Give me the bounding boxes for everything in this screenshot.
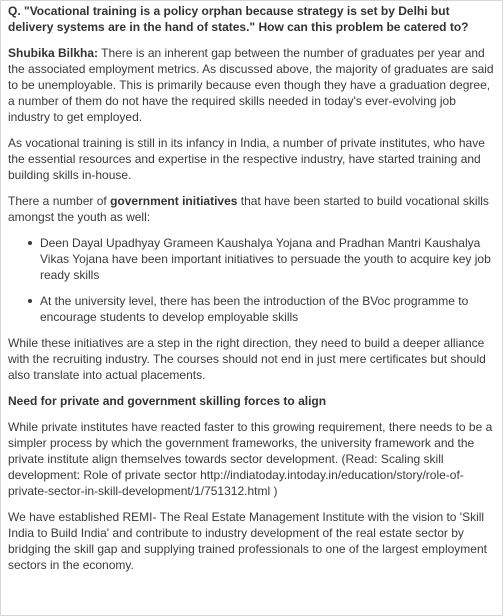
initiatives-text-before: There a number of	[8, 194, 111, 208]
initiatives-paragraph	[8, 193, 494, 225]
initiatives-bold-term: government initiatives	[110, 194, 238, 208]
article-body	[1, 1, 502, 573]
list-item-text: At the university level, there has been the introduction of the BVoc programme to encourage students to develop employable skills	[40, 294, 469, 324]
initiatives-text-after: that have been started to build vocational skills amongst the youth as well:	[8, 194, 489, 224]
answer-intro-text: There is an inherent gap between the number of graduates per year and the associated employment metrics. As discussed above, the majority of graduates are said to be unemployable. This is primarily because even though they have a graduation degree, a number of them do not have the required skills needed in today's ever-evolving job industry to get employed.	[8, 46, 494, 124]
list-item	[28, 293, 494, 325]
initiatives-list	[8, 235, 494, 325]
alliance-paragraph: While these initiatives are a step in the right direction, they need to build a deeper alliance with the recruiting industry. The courses should not end in just mere certificates but should also translate into actual placements.	[8, 336, 486, 382]
private-institutes-paragraph: As vocational training is still in its infancy in India, a number of private institutes, who have the essential resources and expertise in the respective industry, have started training and building skills in-house.	[8, 136, 485, 182]
speaker-name: Shubika Bilkha:	[8, 46, 99, 60]
list-item-text: Deen Dayal Upadhyay Grameen Kaushalya Yojana and Pradhan Mantri Kaushalya Vikas Yojana have been important initiatives to persuade the youth to acquire key job ready skills	[40, 236, 491, 282]
interview-question: Q. "Vocational training is a policy orphan because strategy is set by Delhi but delivery systems are in the hand of states." How can this problem be catered to?	[8, 4, 469, 34]
bullet-icon	[28, 299, 32, 303]
section-heading: Need for private and government skilling forces to align	[8, 394, 327, 408]
answer-intro-paragraph	[8, 45, 494, 125]
remi-paragraph: We have established REMI- The Real Estate Management Institute with the vision to 'Skill India to Build India' and contribute to industry development of the real estate sector by bridging the skill gap and supplying trained professionals to one of the largest employment sectors in the economy.	[8, 510, 487, 572]
list-item	[28, 235, 494, 283]
frameworks-paragraph: While private institutes have reacted faster to this growing requirement, there needs to be a simpler process by which the government frameworks, the university framework and the private institute align themselves towards sector development. (Read: Scaling skill development: Role of private sector http://indiatoday.intoday.in/education/story/role-of-private-sector-in-skill-development/1/751312.html )	[8, 420, 493, 498]
bullet-icon	[28, 241, 32, 245]
